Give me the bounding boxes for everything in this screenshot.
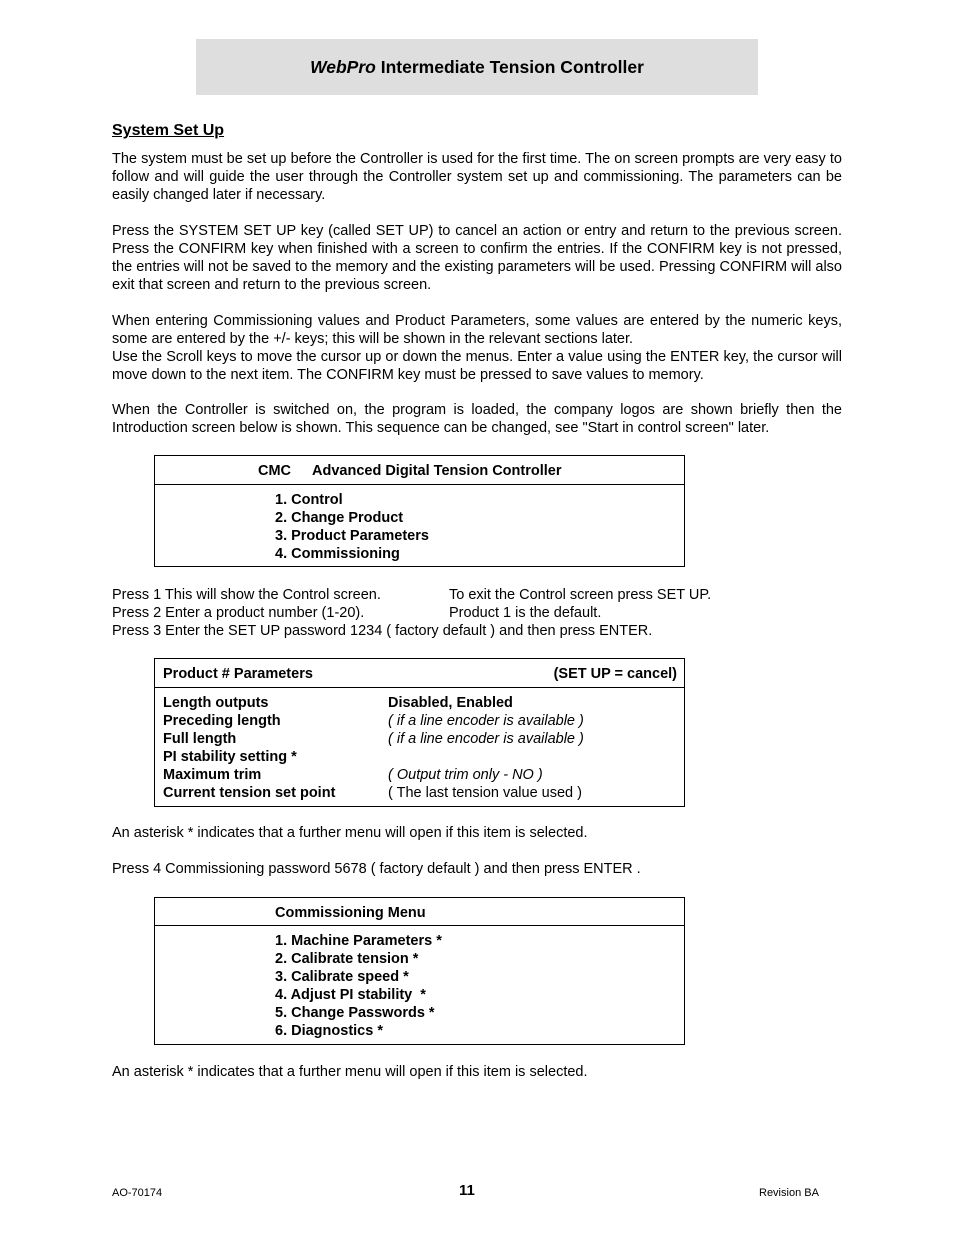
- commissioning-menu-box: [154, 897, 685, 1045]
- page-header: [196, 39, 758, 95]
- press-note-2-right: Product 1 is the default.: [449, 605, 602, 621]
- paragraph-entry-methods: When entering Commissioning values and Product Parameters, some values are entered by the numeric keys, some are entered by the +/- keys; this will be shown in the relevant sections later.: [112, 313, 842, 347]
- menu-item-machine-parameters: 1. Machine Parameters *: [275, 933, 442, 949]
- press-note-3: [112, 622, 652, 640]
- param-name: PI stability setting *: [163, 749, 297, 765]
- product-parameters-box: [154, 658, 685, 807]
- intro-screen-header: [155, 456, 684, 485]
- section-title: System Set Up: [112, 122, 225, 139]
- footer-revision: Revision BA: [759, 1187, 819, 1199]
- press-note-1-right: To exit the Control screen press SET UP.: [449, 587, 712, 603]
- param-row: [155, 694, 684, 712]
- param-row: [155, 784, 684, 802]
- intro-screen-brand: CMC: [258, 463, 292, 479]
- paragraph-scroll-keys: Use the Scroll keys to move the cursor up or down the menus. Enter a value using the ENTER key, the cursor will move down to the next item. The CONFIRM key must be pressed to save values to memory.: [112, 349, 842, 383]
- param-value: ( The last tension value used ): [388, 785, 582, 801]
- commissioning-menu-header: [155, 898, 684, 926]
- param-value: ( if a line encoder is available ): [388, 713, 584, 729]
- menu-item-calibrate-tension: 2. Calibrate tension *: [275, 951, 419, 967]
- param-name: Current tension set point: [163, 785, 336, 801]
- menu-item-calibrate-speed: 3. Calibrate speed *: [275, 969, 409, 985]
- product-parameters-header: [155, 659, 684, 688]
- param-name: Length outputs: [163, 695, 269, 711]
- menu-item-commissioning: 4. Commissioning: [275, 546, 400, 562]
- intro-menu: [155, 485, 684, 566]
- product-parameters-title: Product # Parameters: [163, 666, 313, 682]
- commissioning-menu-title: Commissioning Menu: [275, 905, 426, 921]
- param-value: ( if a line encoder is available ): [388, 731, 584, 747]
- param-name: Maximum trim: [163, 767, 262, 783]
- menu-item-change-passwords: 5. Change Passwords *: [275, 1005, 435, 1021]
- press-note-2: [112, 604, 602, 622]
- press-note-1: [112, 586, 712, 604]
- param-value: ( Output trim only - NO ): [388, 767, 543, 783]
- menu-item-change-product: 2. Change Product: [275, 510, 404, 526]
- paragraph-startup: When the Controller is switched on, the program is loaded, the company logos are shown briefly then the Introduction screen below is shown. This sequence can be changed, see "Start in control screen" later.: [112, 402, 842, 436]
- press-4-note: Press 4 Commissioning password 5678 ( factory default ) and then press ENTER .: [112, 861, 641, 877]
- param-row: [155, 748, 684, 766]
- paragraph-setup-intro: The system must be set up before the Controller is used for the first time. The on screen prompts are very easy to follow and will guide the user through the Controller system set up and commissioning. The parameters can be easily changed later if necessary.: [112, 151, 842, 203]
- intro-screen-box: [154, 455, 685, 567]
- asterisk-note-2: An asterisk * indicates that a further menu will open if this item is selected.: [112, 1064, 588, 1080]
- param-row: [155, 766, 684, 784]
- press-note-1-left: Press 1 This will show the Control screen.: [112, 587, 381, 603]
- press-note-3-left: Press 3 Enter the SET UP password 1234 ( factory default ) and then press ENTER.: [112, 623, 653, 639]
- header-brand: WebPro: [310, 56, 376, 77]
- asterisk-note-1: An asterisk * indicates that a further menu will open if this item is selected.: [112, 825, 588, 841]
- menu-item-control: 1. Control: [275, 492, 343, 508]
- param-row: [155, 730, 684, 748]
- commissioning-menu: [155, 926, 684, 1044]
- menu-item-diagnostics: 6. Diagnostics *: [275, 1023, 383, 1039]
- product-parameters-list: [155, 688, 684, 806]
- press-note-2-left: Press 2 Enter a product number (1-20).: [112, 605, 365, 621]
- param-value: Disabled, Enabled: [388, 695, 513, 711]
- menu-item-adjust-pi-stability: 4. Adjust PI stability *: [275, 987, 426, 1003]
- header-title: Intermediate Tension Controller: [380, 56, 644, 77]
- param-name: Full length: [163, 731, 237, 747]
- paragraph-setup-keys: Press the SYSTEM SET UP key (called SET UP) to cancel an action or entry and return to the previous screen. Press the CONFIRM key when finished with a screen to confirm the entries. If the CONFIRM key is not pressed, the entries will not be saved to the memory and the existing parameters will be used. Pressing CONFIRM will also exit that screen and return to the previous screen.: [112, 223, 842, 293]
- intro-screen-title: Advanced Digital Tension Controller: [312, 463, 562, 479]
- footer-doc-id: AO-70174: [112, 1187, 163, 1199]
- product-parameters-cancel: (SET UP = cancel): [553, 666, 677, 682]
- param-row: [155, 712, 684, 730]
- menu-item-product-parameters: 3. Product Parameters: [275, 528, 429, 544]
- footer-page-number: 11: [459, 1182, 475, 1199]
- param-name: Preceding length: [163, 713, 281, 729]
